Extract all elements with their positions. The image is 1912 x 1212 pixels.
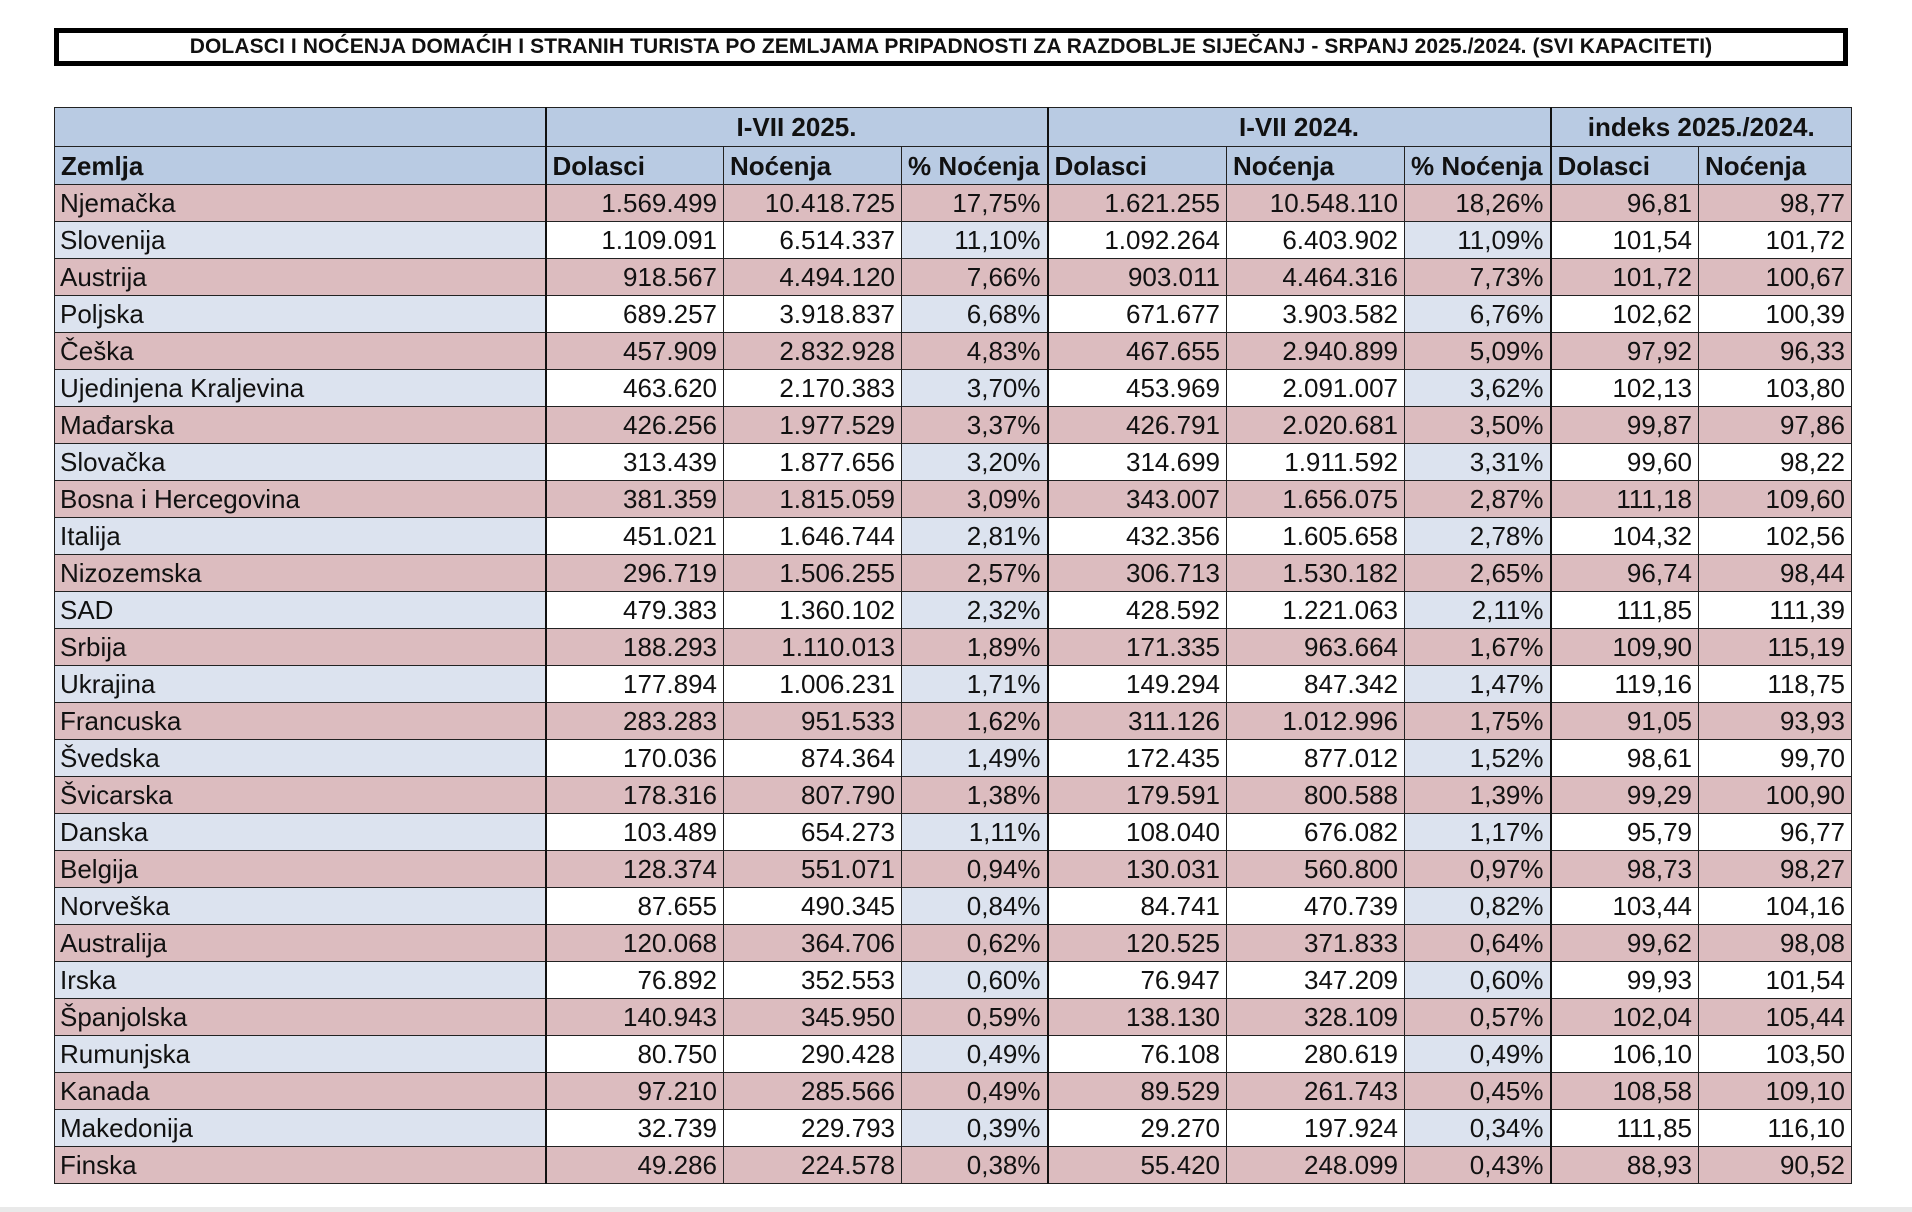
cell-country: Norveška [55,888,546,925]
cell-country: Danska [55,814,546,851]
cell-pct-2025: 0,94% [902,851,1048,888]
cell-country: Bosna i Hercegovina [55,481,546,518]
cell-nocenja-2024: 2.020.681 [1227,407,1405,444]
cell-country: Švedska [55,740,546,777]
cell-index-nocenja: 105,44 [1699,999,1852,1036]
cell-index-dolasci: 106,10 [1551,1036,1699,1073]
cell-pct-2025: 6,68% [902,296,1048,333]
cell-dolasci-2024: 138.130 [1048,999,1227,1036]
cell-index-nocenja: 90,52 [1699,1147,1852,1184]
table-row [55,666,1852,703]
cell-country: Ukrajina [55,666,546,703]
cell-dolasci-2024: 1.621.255 [1048,185,1227,222]
cell-nocenja-2025: 345.950 [724,999,902,1036]
cell-nocenja-2025: 1.006.231 [724,666,902,703]
cell-dolasci-2025: 178.316 [546,777,724,814]
cell-index-nocenja: 98,27 [1699,851,1852,888]
cell-index-dolasci: 99,29 [1551,777,1699,814]
cell-nocenja-2025: 654.273 [724,814,902,851]
cell-dolasci-2024: 306.713 [1048,555,1227,592]
cell-nocenja-2025: 1.877.656 [724,444,902,481]
cell-nocenja-2024: 280.619 [1227,1036,1405,1073]
cell-pct-2024: 1,39% [1405,777,1551,814]
cell-pct-2025: 0,49% [902,1073,1048,1110]
table-header [55,108,1852,185]
cell-dolasci-2025: 381.359 [546,481,724,518]
cell-dolasci-2025: 76.892 [546,962,724,999]
cell-dolasci-2024: 1.092.264 [1048,222,1227,259]
cell-dolasci-2024: 120.525 [1048,925,1227,962]
cell-nocenja-2024: 1.012.996 [1227,703,1405,740]
cell-index-dolasci: 88,93 [1551,1147,1699,1184]
cell-index-nocenja: 118,75 [1699,666,1852,703]
cell-dolasci-2024: 55.420 [1048,1147,1227,1184]
cell-dolasci-2025: 177.894 [546,666,724,703]
cell-pct-2024: 3,31% [1405,444,1551,481]
table-row [55,518,1852,555]
cell-dolasci-2025: 479.383 [546,592,724,629]
cell-pct-2025: 0,84% [902,888,1048,925]
col-header-dolasci-2025: Dolasci [546,147,724,185]
cell-index-dolasci: 99,60 [1551,444,1699,481]
cell-index-dolasci: 111,18 [1551,481,1699,518]
table-row [55,444,1852,481]
cell-nocenja-2025: 229.793 [724,1110,902,1147]
cell-pct-2025: 3,70% [902,370,1048,407]
cell-index-nocenja: 98,08 [1699,925,1852,962]
cell-dolasci-2025: 1.569.499 [546,185,724,222]
cell-index-dolasci: 99,87 [1551,407,1699,444]
cell-index-dolasci: 109,90 [1551,629,1699,666]
cell-nocenja-2024: 328.109 [1227,999,1405,1036]
table-row [55,1147,1852,1184]
cell-pct-2025: 1,89% [902,629,1048,666]
cell-index-dolasci: 96,74 [1551,555,1699,592]
cell-pct-2025: 0,39% [902,1110,1048,1147]
cell-nocenja-2024: 2.091.007 [1227,370,1405,407]
cell-country: Španjolska [55,999,546,1036]
cell-nocenja-2024: 676.082 [1227,814,1405,851]
table-row [55,703,1852,740]
cell-country: Belgija [55,851,546,888]
cell-dolasci-2024: 467.655 [1048,333,1227,370]
cell-country: Njemačka [55,185,546,222]
table-row [55,814,1852,851]
cell-index-nocenja: 116,10 [1699,1110,1852,1147]
cell-pct-2024: 11,09% [1405,222,1551,259]
cell-dolasci-2025: 463.620 [546,370,724,407]
cell-index-dolasci: 108,58 [1551,1073,1699,1110]
header-group-2024: I-VII 2024. [1048,108,1551,147]
header-blank-cell [55,108,546,147]
cell-dolasci-2025: 426.256 [546,407,724,444]
table-row [55,370,1852,407]
cell-country: Makedonija [55,1110,546,1147]
header-group-index: indeks 2025./2024. [1551,108,1852,147]
cell-pct-2024: 0,82% [1405,888,1551,925]
cell-dolasci-2024: 671.677 [1048,296,1227,333]
cell-nocenja-2024: 347.209 [1227,962,1405,999]
cell-index-dolasci: 103,44 [1551,888,1699,925]
cell-nocenja-2024: 1.530.182 [1227,555,1405,592]
cell-index-nocenja: 100,67 [1699,259,1852,296]
cell-nocenja-2024: 261.743 [1227,1073,1405,1110]
cell-nocenja-2025: 951.533 [724,703,902,740]
cell-pct-2025: 17,75% [902,185,1048,222]
cell-pct-2024: 0,64% [1405,925,1551,962]
cell-index-dolasci: 102,13 [1551,370,1699,407]
cell-nocenja-2024: 197.924 [1227,1110,1405,1147]
cell-pct-2024: 0,97% [1405,851,1551,888]
table-row [55,185,1852,222]
cell-index-nocenja: 109,10 [1699,1073,1852,1110]
cell-dolasci-2024: 171.335 [1048,629,1227,666]
cell-nocenja-2024: 1.911.592 [1227,444,1405,481]
cell-dolasci-2024: 76.947 [1048,962,1227,999]
cell-nocenja-2024: 3.903.582 [1227,296,1405,333]
cell-pct-2024: 0,57% [1405,999,1551,1036]
cell-index-nocenja: 101,72 [1699,222,1852,259]
cell-nocenja-2024: 560.800 [1227,851,1405,888]
cell-dolasci-2024: 84.741 [1048,888,1227,925]
table-row [55,925,1852,962]
cell-dolasci-2025: 283.283 [546,703,724,740]
cell-pct-2024: 0,49% [1405,1036,1551,1073]
cell-index-nocenja: 103,50 [1699,1036,1852,1073]
cell-index-dolasci: 101,72 [1551,259,1699,296]
cell-pct-2024: 7,73% [1405,259,1551,296]
cell-pct-2025: 3,37% [902,407,1048,444]
cell-pct-2024: 0,60% [1405,962,1551,999]
cell-country: Slovačka [55,444,546,481]
cell-dolasci-2025: 313.439 [546,444,724,481]
cell-pct-2025: 11,10% [902,222,1048,259]
col-header-pct-2024: % Noćenja [1405,147,1551,185]
cell-dolasci-2025: 457.909 [546,333,724,370]
cell-dolasci-2025: 1.109.091 [546,222,724,259]
cell-index-dolasci: 96,81 [1551,185,1699,222]
cell-country: Finska [55,1147,546,1184]
cell-nocenja-2025: 2.832.928 [724,333,902,370]
cell-pct-2025: 1,11% [902,814,1048,851]
table-row [55,296,1852,333]
cell-index-nocenja: 96,33 [1699,333,1852,370]
cell-dolasci-2024: 311.126 [1048,703,1227,740]
cell-pct-2024: 2,65% [1405,555,1551,592]
cell-pct-2025: 0,49% [902,1036,1048,1073]
cell-dolasci-2024: 149.294 [1048,666,1227,703]
cell-index-nocenja: 98,22 [1699,444,1852,481]
cell-dolasci-2025: 451.021 [546,518,724,555]
cell-index-nocenja: 102,56 [1699,518,1852,555]
cell-pct-2024: 1,47% [1405,666,1551,703]
cell-nocenja-2025: 2.170.383 [724,370,902,407]
cell-dolasci-2024: 426.791 [1048,407,1227,444]
cell-pct-2024: 1,17% [1405,814,1551,851]
header-group-2025: I-VII 2025. [546,108,1048,147]
cell-pct-2024: 0,43% [1405,1147,1551,1184]
cell-pct-2025: 3,20% [902,444,1048,481]
cell-pct-2025: 4,83% [902,333,1048,370]
cell-pct-2025: 0,62% [902,925,1048,962]
col-header-country: Zemlja [55,147,546,185]
cell-country: Rumunjska [55,1036,546,1073]
cell-index-nocenja: 98,44 [1699,555,1852,592]
cell-index-nocenja: 103,80 [1699,370,1852,407]
cell-nocenja-2025: 490.345 [724,888,902,925]
cell-country: Švicarska [55,777,546,814]
table-row [55,222,1852,259]
cell-nocenja-2024: 371.833 [1227,925,1405,962]
cell-country: Irska [55,962,546,999]
table-row [55,407,1852,444]
cell-country: SAD [55,592,546,629]
cell-index-dolasci: 102,04 [1551,999,1699,1036]
cell-pct-2024: 5,09% [1405,333,1551,370]
cell-pct-2024: 1,67% [1405,629,1551,666]
table-row [55,777,1852,814]
cell-pct-2025: 0,59% [902,999,1048,1036]
cell-pct-2024: 0,45% [1405,1073,1551,1110]
cell-pct-2025: 3,09% [902,481,1048,518]
table-row [55,962,1852,999]
cell-pct-2024: 2,78% [1405,518,1551,555]
cell-pct-2025: 2,57% [902,555,1048,592]
cell-dolasci-2025: 32.739 [546,1110,724,1147]
cell-nocenja-2024: 1.656.075 [1227,481,1405,518]
cell-index-dolasci: 91,05 [1551,703,1699,740]
cell-country: Australija [55,925,546,962]
table-row [55,1073,1852,1110]
cell-index-dolasci: 102,62 [1551,296,1699,333]
cell-dolasci-2025: 103.489 [546,814,724,851]
cell-pct-2024: 1,75% [1405,703,1551,740]
cell-nocenja-2025: 6.514.337 [724,222,902,259]
cell-country: Češka [55,333,546,370]
cell-index-dolasci: 99,62 [1551,925,1699,962]
cell-dolasci-2024: 343.007 [1048,481,1227,518]
cell-country: Austrija [55,259,546,296]
cell-nocenja-2025: 352.553 [724,962,902,999]
cell-index-nocenja: 96,77 [1699,814,1852,851]
cell-pct-2024: 2,87% [1405,481,1551,518]
cell-nocenja-2025: 1.646.744 [724,518,902,555]
table-row [55,1036,1852,1073]
cell-country: Kanada [55,1073,546,1110]
cell-nocenja-2024: 470.739 [1227,888,1405,925]
table-row [55,259,1852,296]
cell-dolasci-2024: 29.270 [1048,1110,1227,1147]
cell-nocenja-2025: 874.364 [724,740,902,777]
cell-dolasci-2025: 188.293 [546,629,724,666]
cell-dolasci-2025: 689.257 [546,296,724,333]
table-row [55,851,1852,888]
cell-nocenja-2025: 1.506.255 [724,555,902,592]
cell-dolasci-2024: 314.699 [1048,444,1227,481]
table-row [55,555,1852,592]
cell-index-dolasci: 99,93 [1551,962,1699,999]
cell-index-nocenja: 104,16 [1699,888,1852,925]
cell-dolasci-2025: 140.943 [546,999,724,1036]
cell-dolasci-2024: 903.011 [1048,259,1227,296]
cell-dolasci-2024: 76.108 [1048,1036,1227,1073]
col-header-pct-2025: % Noćenja [902,147,1048,185]
cell-pct-2024: 18,26% [1405,185,1551,222]
cell-pct-2024: 3,50% [1405,407,1551,444]
cell-dolasci-2024: 89.529 [1048,1073,1227,1110]
cell-index-dolasci: 111,85 [1551,1110,1699,1147]
cell-nocenja-2024: 1.605.658 [1227,518,1405,555]
cell-nocenja-2025: 1.110.013 [724,629,902,666]
col-header-nocenja-2024: Noćenja [1227,147,1405,185]
cell-dolasci-2025: 49.286 [546,1147,724,1184]
cell-country: Francuska [55,703,546,740]
cell-dolasci-2024: 432.356 [1048,518,1227,555]
cell-pct-2024: 0,34% [1405,1110,1551,1147]
cell-pct-2024: 1,52% [1405,740,1551,777]
table-body [55,185,1852,1184]
bottom-edge [0,1207,1912,1212]
cell-pct-2025: 2,32% [902,592,1048,629]
cell-dolasci-2024: 108.040 [1048,814,1227,851]
cell-dolasci-2024: 428.592 [1048,592,1227,629]
cell-nocenja-2024: 847.342 [1227,666,1405,703]
cell-pct-2024: 2,11% [1405,592,1551,629]
tourist-data-table [54,107,1852,1184]
cell-nocenja-2024: 10.548.110 [1227,185,1405,222]
cell-index-nocenja: 101,54 [1699,962,1852,999]
cell-index-nocenja: 115,19 [1699,629,1852,666]
cell-dolasci-2024: 453.969 [1048,370,1227,407]
cell-nocenja-2025: 1.977.529 [724,407,902,444]
cell-nocenja-2025: 364.706 [724,925,902,962]
cell-dolasci-2025: 128.374 [546,851,724,888]
cell-country: Nizozemska [55,555,546,592]
table-row [55,888,1852,925]
cell-nocenja-2024: 4.464.316 [1227,259,1405,296]
cell-pct-2024: 3,62% [1405,370,1551,407]
cell-pct-2025: 0,60% [902,962,1048,999]
cell-country: Poljska [55,296,546,333]
table-row [55,740,1852,777]
cell-dolasci-2024: 172.435 [1048,740,1227,777]
cell-index-dolasci: 97,92 [1551,333,1699,370]
cell-nocenja-2025: 290.428 [724,1036,902,1073]
cell-index-dolasci: 104,32 [1551,518,1699,555]
cell-dolasci-2025: 170.036 [546,740,724,777]
cell-nocenja-2024: 800.588 [1227,777,1405,814]
cell-nocenja-2024: 963.664 [1227,629,1405,666]
cell-index-dolasci: 98,73 [1551,851,1699,888]
page-title: DOLASCI I NOĆENJA DOMAĆIH I STRANIH TURISTA PO ZEMLJAMA PRIPADNOSTI ZA RAZDOBLJE SIJEČANJ - SRPANJ 2025./2024. (SVI KAPACITETI) [54,28,1848,66]
cell-index-nocenja: 99,70 [1699,740,1852,777]
cell-pct-2025: 1,38% [902,777,1048,814]
cell-index-dolasci: 98,61 [1551,740,1699,777]
cell-index-nocenja: 100,39 [1699,296,1852,333]
cell-nocenja-2025: 807.790 [724,777,902,814]
cell-nocenja-2025: 1.815.059 [724,481,902,518]
table-row [55,999,1852,1036]
cell-pct-2025: 0,38% [902,1147,1048,1184]
cell-index-nocenja: 109,60 [1699,481,1852,518]
cell-dolasci-2025: 80.750 [546,1036,724,1073]
cell-pct-2025: 2,81% [902,518,1048,555]
cell-nocenja-2024: 248.099 [1227,1147,1405,1184]
cell-country: Srbija [55,629,546,666]
cell-nocenja-2024: 1.221.063 [1227,592,1405,629]
cell-nocenja-2025: 224.578 [724,1147,902,1184]
cell-country: Mađarska [55,407,546,444]
cell-nocenja-2025: 285.566 [724,1073,902,1110]
cell-dolasci-2025: 97.210 [546,1073,724,1110]
cell-index-dolasci: 101,54 [1551,222,1699,259]
cell-index-dolasci: 119,16 [1551,666,1699,703]
cell-nocenja-2024: 6.403.902 [1227,222,1405,259]
cell-nocenja-2025: 10.418.725 [724,185,902,222]
cell-dolasci-2024: 130.031 [1048,851,1227,888]
cell-dolasci-2025: 296.719 [546,555,724,592]
cell-nocenja-2025: 1.360.102 [724,592,902,629]
cell-nocenja-2025: 551.071 [724,851,902,888]
col-header-index-dolasci: Dolasci [1551,147,1699,185]
cell-pct-2024: 6,76% [1405,296,1551,333]
cell-index-nocenja: 93,93 [1699,703,1852,740]
cell-dolasci-2025: 87.655 [546,888,724,925]
table-row [55,629,1852,666]
cell-nocenja-2024: 877.012 [1227,740,1405,777]
table-row [55,333,1852,370]
cell-pct-2025: 1,62% [902,703,1048,740]
cell-country: Ujedinjena Kraljevina [55,370,546,407]
cell-index-nocenja: 111,39 [1699,592,1852,629]
cell-index-nocenja: 100,90 [1699,777,1852,814]
cell-dolasci-2024: 179.591 [1048,777,1227,814]
col-header-dolasci-2024: Dolasci [1048,147,1227,185]
cell-pct-2025: 1,71% [902,666,1048,703]
cell-index-dolasci: 111,85 [1551,592,1699,629]
cell-nocenja-2024: 2.940.899 [1227,333,1405,370]
cell-dolasci-2025: 120.068 [546,925,724,962]
cell-index-dolasci: 95,79 [1551,814,1699,851]
cell-country: Slovenija [55,222,546,259]
cell-pct-2025: 7,66% [902,259,1048,296]
cell-index-nocenja: 97,86 [1699,407,1852,444]
cell-country: Italija [55,518,546,555]
cell-pct-2025: 1,49% [902,740,1048,777]
table-row [55,592,1852,629]
cell-dolasci-2025: 918.567 [546,259,724,296]
cell-nocenja-2025: 4.494.120 [724,259,902,296]
header-column-row [55,147,1852,185]
table-row [55,1110,1852,1147]
header-group-row [55,108,1852,147]
col-header-index-nocenja: Noćenja [1699,147,1852,185]
cell-nocenja-2025: 3.918.837 [724,296,902,333]
cell-index-nocenja: 98,77 [1699,185,1852,222]
table-row [55,481,1852,518]
col-header-nocenja-2025: Noćenja [724,147,902,185]
